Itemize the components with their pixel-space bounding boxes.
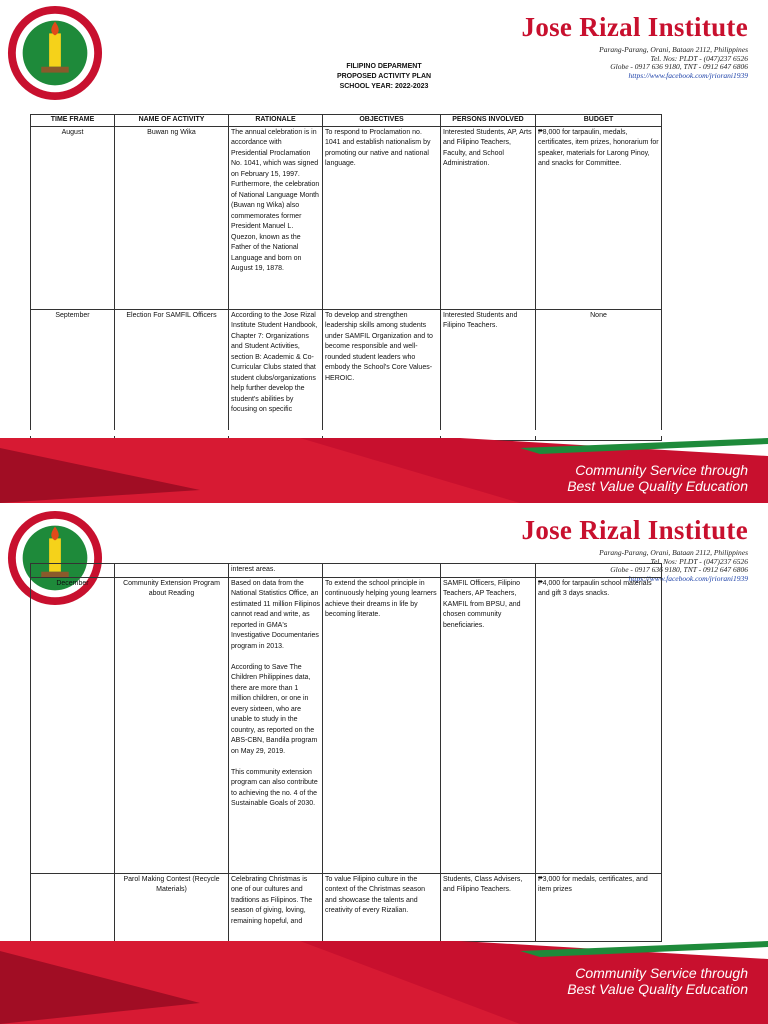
- table-row: [31, 126, 662, 309]
- table-row: [31, 309, 662, 440]
- table-row-continuation: [31, 564, 662, 578]
- budget-cell: ₱4,000 for tarpaulin school materials and gift 3 days snacks.: [536, 577, 662, 873]
- address-line: Parang-Parang, Orani, Bataan 2112, Philippines: [599, 548, 748, 557]
- table-row: [31, 873, 662, 941]
- objectives-cell: To value Filipino culture in the context of the Christmas season and showcase the talents and creativity of every Rizalian.: [323, 873, 441, 941]
- address-line: Tel. Nos: PLDT - (047)237 6526: [650, 556, 748, 566]
- address-line: Parang-Parang, Orani, Bataan 2112, Philippines: [599, 45, 748, 54]
- school-year: SCHOOL YEAR: 2022-2023: [339, 83, 429, 90]
- footer-slogan: [567, 462, 748, 494]
- rationale-cell: The annual celebration is in accordance with Presidential Proclamation No. 1041, which was signed on February 15, 1997. Furthermore, the celebration of National Language Month (Buwan ng Wika) also commemorates former President Manuel L. Quezon, known as the Father of the National Language and born on August 19, 1878.: [229, 126, 323, 309]
- department-title: FILIPINO DEPARMENT: [346, 63, 422, 70]
- time-frame-cell: August: [31, 126, 115, 309]
- objectives-cell: To respond to Proclamation no. 1041 and establish nationalism by promoting our native and national language.: [323, 126, 441, 309]
- footer-slogan: [567, 965, 748, 997]
- table-row: [31, 577, 662, 873]
- slogan-line: Community Service through: [575, 462, 748, 478]
- time-frame-cell: December: [31, 577, 115, 873]
- institution-name: Jose Rizal Institute: [521, 12, 748, 42]
- activity-name-cell: Parol Making Contest (Recycle Materials): [115, 873, 229, 941]
- slogan-line: Best Value Quality Education: [567, 478, 748, 494]
- facebook-link[interactable]: https://www.facebook.com/jriorani1939: [628, 70, 748, 80]
- facebook-link[interactable]: https://www.facebook.com/jriorani1939: [628, 573, 748, 583]
- time-frame-cell: [31, 873, 115, 941]
- address-line: Globe - 0917 636 9180, TNT - 0912 647 6806: [610, 565, 748, 575]
- column-header-activity: NAME OF ACTIVITY: [115, 115, 229, 127]
- column-header-budget: BUDGET: [536, 115, 662, 127]
- time-frame-cell: September: [31, 309, 115, 440]
- column-header-time-frame: TIME FRAME: [31, 115, 115, 127]
- persons-cell: Interested Students, AP, Arts and Filipino Teachers, Faculty, and School Administration.: [441, 126, 536, 309]
- activity-name-cell: Community Extension Program about Reading: [115, 577, 229, 873]
- persons-cell: Interested Students and Filipino Teachers.: [441, 309, 536, 440]
- budget-cell: ₱3,000 for medals, certificates, and item prizes: [536, 873, 662, 941]
- activity-name-cell: Election For SAMFIL Officers: [115, 309, 229, 440]
- column-header-objectives: OBJECTIVES: [323, 115, 441, 127]
- rationale-cell: Celebrating Christmas is one of our cultures and traditions as Filipinos. The season of giving, loving, remaining hopeful, and: [229, 873, 323, 941]
- document-page-1: [0, 0, 768, 503]
- plan-title: PROPOSED ACTIVITY PLAN: [336, 73, 432, 80]
- activity-plan-table-continued: [30, 563, 662, 942]
- objectives-cell: To develop and strengthen leadership skills among students under SAMFIL Organization and to become responsible and well-rounded student leaders who embody the School's Core Values-HEROIC.: [323, 309, 441, 440]
- address-line: Globe - 0917 636 9180, TNT - 0912 647 6806: [610, 62, 748, 72]
- document-heading: [0, 62, 768, 92]
- budget-cell: None: [536, 309, 662, 440]
- rationale-cell: According to the Jose Rizal Institute Student Handbook, Chapter 7: Organizations and Student Activities, section B: Academic & Co-Curricular Clubs stated that student clubs/organizations help further develop the student's abilities by focusing on specific: [229, 309, 323, 440]
- activity-plan-table: [30, 114, 662, 441]
- rationale-cell: interest areas.: [229, 564, 323, 578]
- institution-name: Jose Rizal Institute: [521, 515, 748, 545]
- objectives-cell: To extend the school principle in continuously helping young learners achieve their dreams in life by becoming literate.: [323, 577, 441, 873]
- slogan-line: Community Service through: [575, 965, 748, 981]
- column-header-rationale: RATIONALE: [229, 115, 323, 127]
- slogan-line: Best Value Quality Education: [567, 981, 748, 997]
- document-page-2: [0, 503, 768, 1024]
- table-header-row: [31, 115, 662, 127]
- activity-name-cell: Buwan ng Wika: [115, 126, 229, 309]
- persons-cell: Students, Class Advisers, and Filipino Teachers.: [441, 873, 536, 941]
- column-header-persons: PERSONS INVOLVED: [441, 115, 536, 127]
- persons-cell: SAMFIL Officers, Filipino Teachers, AP Teachers, KAMFIL from BPSU, and chosen community beneficiaries.: [441, 577, 536, 873]
- budget-cell: ₱8,000 for tarpaulin, medals, certificates, item prizes, honorarium for speaker, materials for Larong Pinoy, and snacks for Committee.: [536, 126, 662, 309]
- rationale-cell: Based on data from the National Statistics Office, an estimated 11 million Filipinos cannot read and write, as reported in GMA's Investigative Documentaries program in 2013. According to Save The Children Philippines data, there are more than 1 million children, or one in every sixteen, who are unable to study in the country, as reported on the ABS-CBN, Bandila program on May 29, 2019. This community extension program can also contribute to achieving the no. 4 of the Sustainable Goals of 2030.: [229, 577, 323, 873]
- address-line: Tel. Nos: PLDT - (047)237 6526: [650, 53, 748, 63]
